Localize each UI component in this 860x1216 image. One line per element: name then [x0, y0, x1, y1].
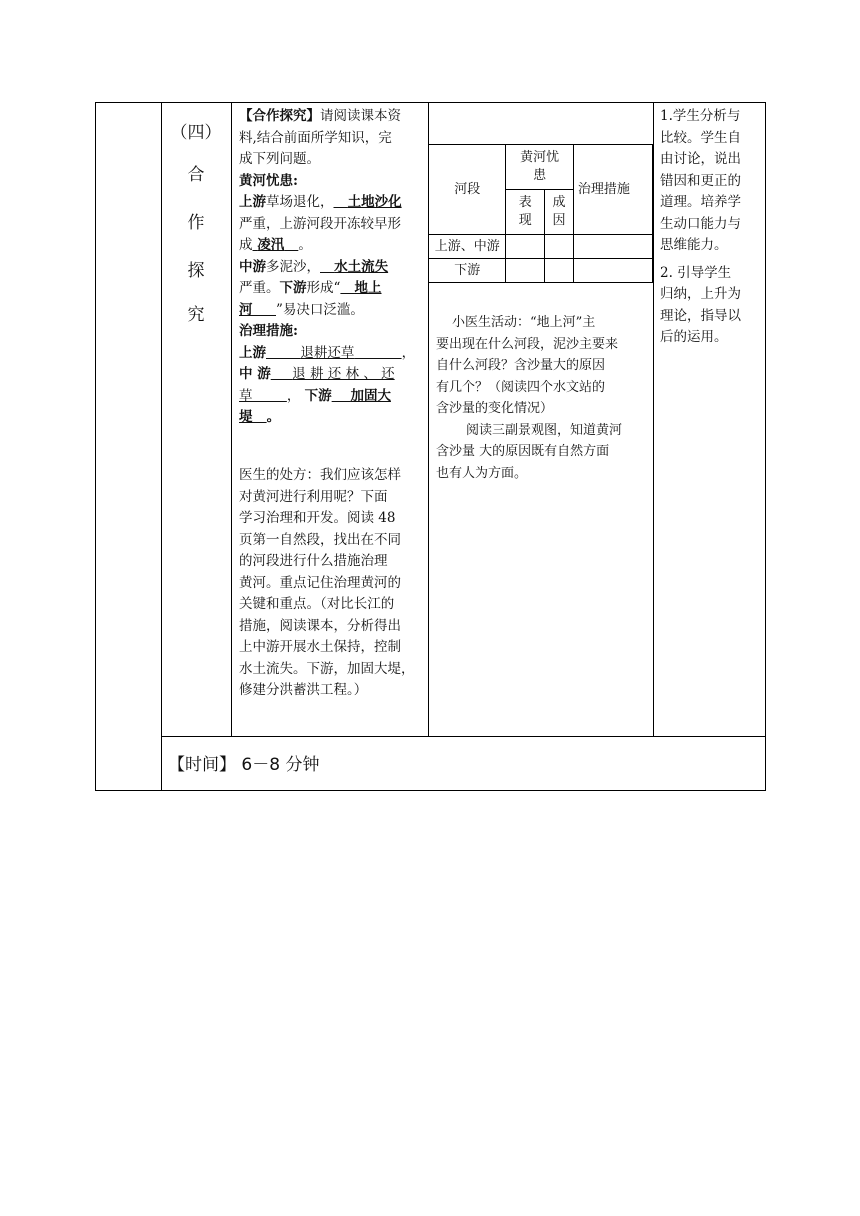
- doctor-line: 对黄河进行利用呢？下面: [239, 488, 388, 505]
- upper-answer-2: 凌汛: [257, 237, 285, 253]
- student-line: 比较。学生自: [660, 129, 741, 146]
- row-lower: 下游: [429, 259, 506, 283]
- content-column: [239, 106, 423, 429]
- doctor-line: 医生的处方：我们应该怎样: [239, 467, 401, 483]
- time-row: [168, 750, 319, 775]
- student-line: 错因和更正的: [660, 172, 741, 189]
- cell: [545, 235, 574, 259]
- measure-middle-answer-cont: 草: [239, 387, 253, 404]
- measure-middle-label: 中 游: [239, 366, 271, 382]
- section-title-char: 究: [187, 305, 205, 325]
- table-row-divider: [161, 736, 766, 737]
- doctor-line: 修建分洪蓄洪工程。）: [239, 682, 368, 698]
- upper-line: 严重，上游河段开冻较早形: [239, 215, 401, 232]
- doctor-paragraph: [239, 465, 423, 702]
- worry-heading: 黄河忧患:: [239, 172, 298, 189]
- cell: [573, 235, 652, 259]
- punct: 。: [266, 409, 281, 425]
- measure-lower-answer: 加固大: [350, 387, 391, 404]
- lower-text: 形成“: [306, 280, 341, 296]
- student-line: 道理。培养学: [660, 194, 741, 210]
- upper-label: 上游: [239, 194, 266, 210]
- cell: [506, 259, 545, 283]
- student-line: 1.学生分析与: [660, 108, 741, 124]
- measure-upper-answer: 退耕还草: [300, 344, 355, 361]
- intro-text: 请阅读课本资: [320, 108, 401, 124]
- measure-middle-answer: 退 耕 还 林 、 还: [292, 366, 395, 382]
- section-title-char: 作: [187, 213, 205, 233]
- student-activity: [660, 106, 760, 349]
- doctor-line: 上中游开展水土保持，控制: [239, 639, 401, 655]
- measures-heading: 治理措施:: [239, 323, 298, 339]
- activity-line: 自什么河段？含沙量大的原因: [436, 358, 606, 373]
- activity-line: 含沙量 大的原因既有自然方面: [436, 444, 610, 459]
- intro-line: 料,结合前面所学知识，完: [239, 129, 392, 146]
- cell: [545, 259, 574, 283]
- header-river: 河段: [429, 145, 506, 235]
- time-value: 6－8 分钟: [241, 755, 320, 775]
- table-right-border: [765, 102, 766, 791]
- punct: 。: [298, 237, 312, 253]
- header-worry: 黄河忧患: [506, 145, 574, 190]
- subheader-show: 表现: [506, 190, 545, 235]
- lower-label: 下游: [279, 280, 307, 296]
- section-title-char: 探: [187, 261, 205, 281]
- doctor-line: 黄河。重点记住治理黄河的: [239, 574, 401, 591]
- doctor-line: 关键和重点。（对比长江的: [239, 596, 395, 612]
- intro-line: 成下列问题。: [239, 151, 320, 167]
- cell: [573, 259, 652, 283]
- table-bottom-border: [95, 790, 766, 791]
- column-divider-1: [161, 102, 162, 791]
- section-number: （四）: [170, 123, 222, 143]
- activity-line: 也有人为方面。: [436, 465, 528, 481]
- student-line: 后的运用。: [660, 329, 728, 345]
- doctor-line: 措施，阅读课本，分析得出: [239, 617, 401, 634]
- middle-text: 多泥沙，: [266, 258, 320, 275]
- student-line: 理论，指导以: [660, 307, 741, 324]
- student-line: 归纳，上升为: [660, 286, 741, 302]
- student-line: 2. 引导学生: [660, 264, 732, 281]
- inner-table-wrap: [428, 144, 653, 284]
- middle-answer: 水土流失: [334, 258, 389, 275]
- upper-answer: 土地沙化: [347, 194, 402, 210]
- table-left-border: [95, 102, 96, 791]
- measure-upper-label: 上游: [239, 344, 266, 361]
- doctor-line: 水土流失。下游，加固大堤，: [239, 660, 415, 677]
- lower-answer-cont: 河: [239, 301, 253, 318]
- doctor-line: 的河段进行什么措施治理: [239, 553, 388, 569]
- upper-text: 草场退化，: [266, 194, 334, 210]
- header-measure: 治理措施: [573, 145, 652, 235]
- subheader-cause: 成因: [545, 190, 574, 235]
- middle-label: 中游: [239, 258, 266, 275]
- lower-answer: 地上: [354, 280, 382, 296]
- student-line: 思维能力。: [660, 237, 728, 253]
- cell: [506, 235, 545, 259]
- activity-line: 有几个？（阅读四个水文站的: [436, 379, 606, 395]
- intro-heading: 【合作探究】: [239, 108, 320, 124]
- activity-line: 阅读三副景观图，知道黄河: [466, 422, 623, 438]
- lower-text: ”易决口泛滥。: [276, 301, 364, 318]
- student-line: 由讨论，说出: [660, 151, 741, 167]
- row-upper-middle: 上游、中游: [429, 235, 506, 259]
- student-line: 生动口能力与: [660, 215, 741, 232]
- doctor-line: 学习治理和开发。阅读 48: [239, 510, 396, 526]
- punct: ，: [401, 344, 416, 361]
- activity-text: [436, 312, 648, 484]
- upper-line: 成: [239, 237, 253, 253]
- time-label: 【时间】: [168, 755, 236, 775]
- table-top-border: [95, 102, 766, 103]
- river-table: [428, 144, 653, 283]
- middle-line: 严重。: [239, 280, 280, 296]
- activity-line: 含沙量的变化情况）: [436, 401, 554, 416]
- doctor-line: 页第一自然段，找出在不同: [239, 531, 401, 548]
- section-title-char: 合: [187, 165, 205, 185]
- measure-lower-answer-cont: 堤: [239, 409, 253, 425]
- column-divider-2: [231, 102, 232, 736]
- activity-line: 小医生活动：“地上河”主: [452, 315, 596, 330]
- measure-lower-label: 下游: [304, 387, 332, 404]
- punct: ，: [286, 387, 301, 404]
- activity-line: 要出现在什么河段，泥沙主要来: [436, 336, 619, 352]
- column-divider-4: [653, 102, 654, 736]
